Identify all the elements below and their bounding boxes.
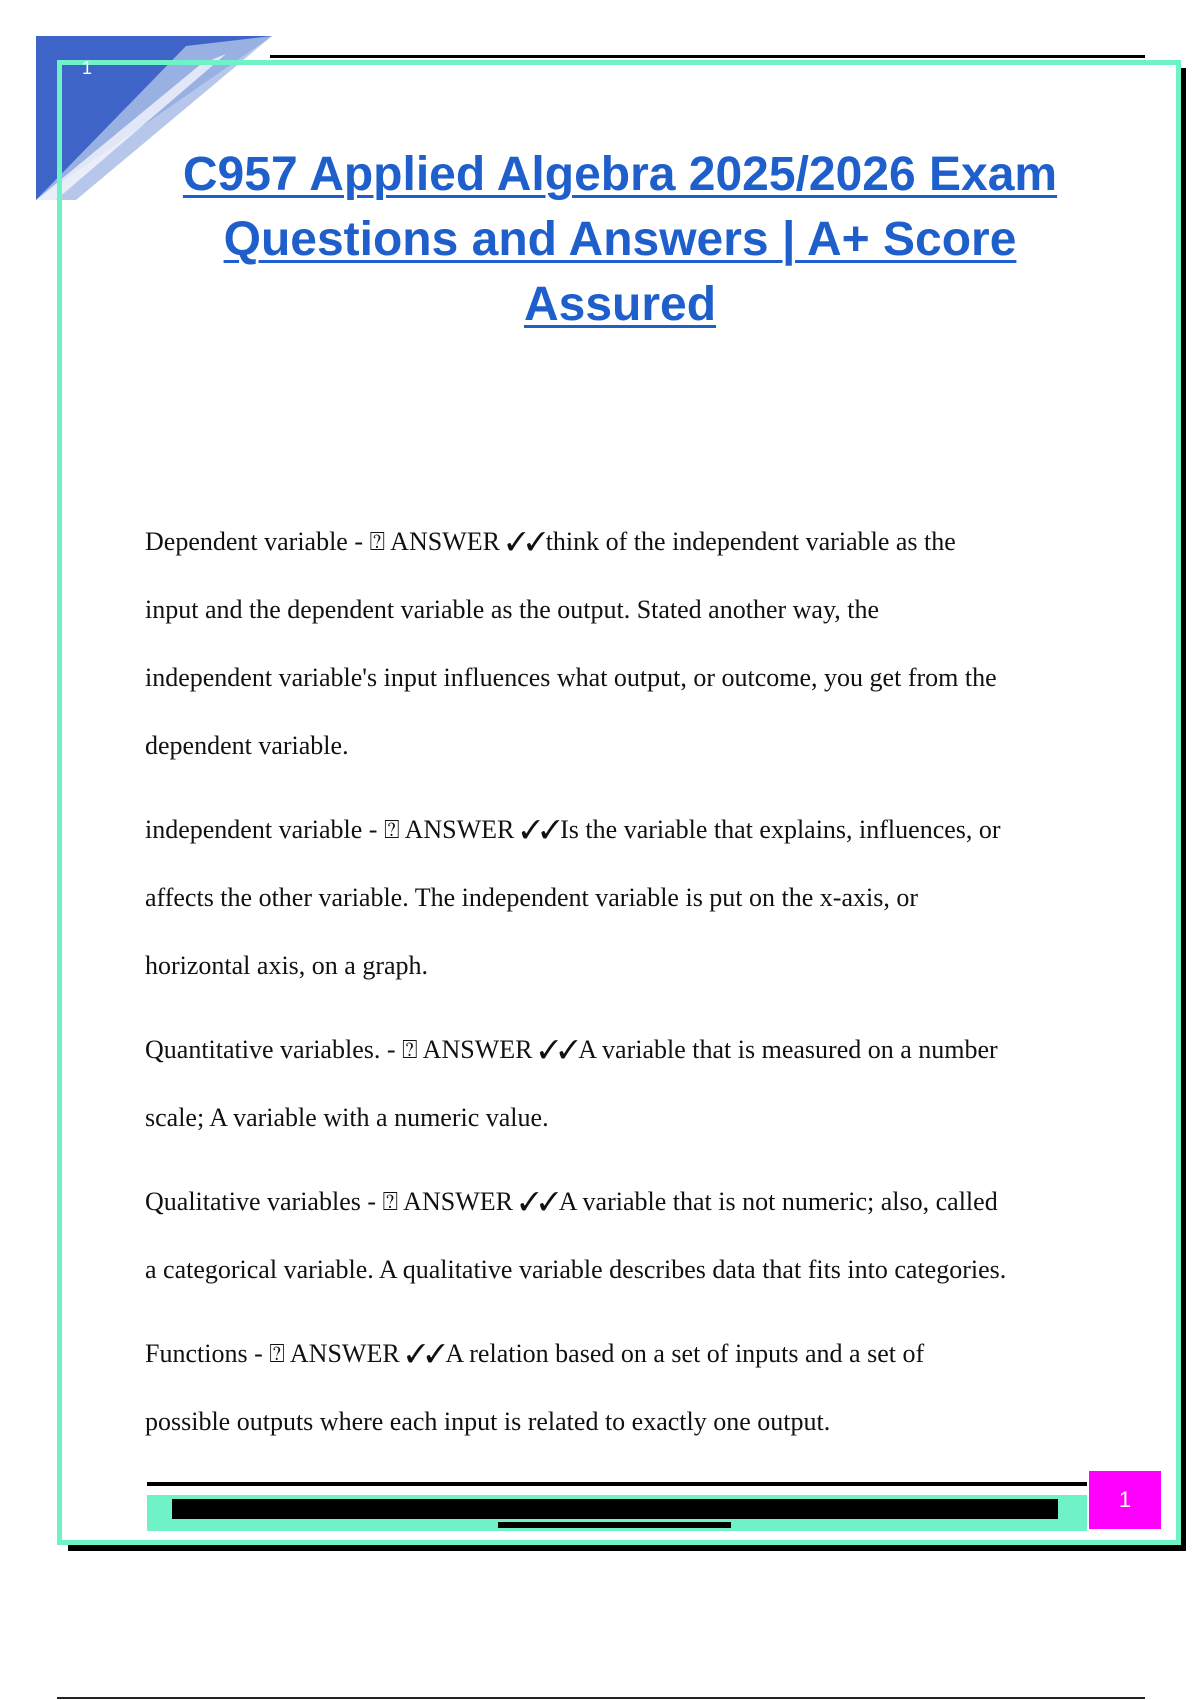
title-line-3: Assured xyxy=(523,278,717,331)
page-bottom-rule xyxy=(57,1697,1145,1699)
qa-item-independent-variable xyxy=(145,796,1090,1000)
qa-item-quantitative-variables xyxy=(145,1016,1090,1152)
qa-line: horizontal axis, on a graph. xyxy=(145,951,429,980)
qa-item-qualitative-variables xyxy=(145,1168,1090,1304)
qa-line: Quantitative variables. - ⍰ ANSWER ✓✓A variable that is measured on a number xyxy=(145,1035,998,1064)
qa-line: a categorical variable. A qualitative variable describes data that fits into categories. xyxy=(145,1255,1007,1284)
qa-item-dependent-variable xyxy=(145,508,1090,780)
top-rule xyxy=(270,55,1145,58)
title-line-2: Questions and Answers | A+ Score xyxy=(223,213,1017,266)
qa-line: input and the dependent variable as the output. Stated another way, the xyxy=(145,595,880,624)
corner-mark: 1 xyxy=(82,58,93,78)
footer-rule xyxy=(147,1482,1087,1486)
qa-line: scale; A variable with a numeric value. xyxy=(145,1103,549,1132)
qa-line: Functions - ⍰ ANSWER ✓✓A relation based on a set of inputs and a set of xyxy=(145,1339,925,1368)
footer-black-bar xyxy=(172,1499,1058,1519)
qa-line: affects the other variable. The independent variable is put on the x-axis, or xyxy=(145,883,918,912)
qa-line: independent variable - ⍰ ANSWER ✓✓Is the variable that explains, influences, or xyxy=(145,815,1001,844)
footer-small-bar xyxy=(498,1522,731,1528)
qa-line: Dependent variable - ⍰ ANSWER ✓✓think of the independent variable as the xyxy=(145,527,956,556)
qa-line: dependent variable. xyxy=(145,731,349,760)
qa-line: independent variable's input influences what output, or outcome, you get from the xyxy=(145,663,997,692)
qa-line: possible outputs where each input is related to exactly one output. xyxy=(145,1407,831,1436)
qa-list xyxy=(145,508,1090,1472)
document-title xyxy=(130,142,1110,337)
page-number-badge: 1 xyxy=(1089,1471,1161,1529)
qa-item-functions xyxy=(145,1320,1090,1456)
title-line-1: C957 Applied Algebra 2025/2026 Exam xyxy=(182,148,1058,201)
qa-line: Qualitative variables - ⍰ ANSWER ✓✓A variable that is not numeric; also, called xyxy=(145,1187,998,1216)
